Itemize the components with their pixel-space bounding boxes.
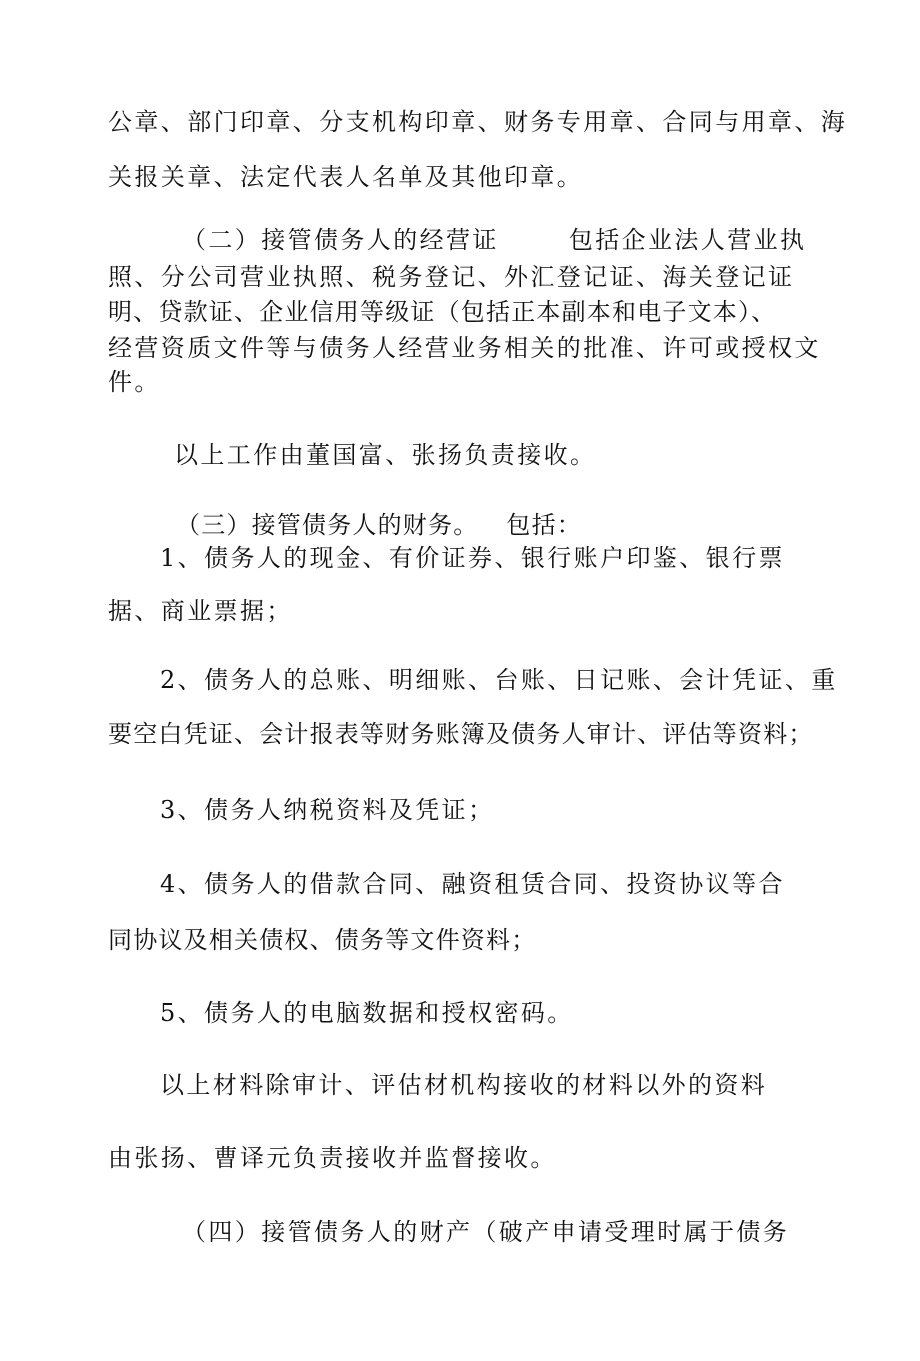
list-item: 1、债务人的现金、有价证券、银行账户印鉴、银行票: [160, 544, 785, 572]
list-item-continuation: 据、商业票据；: [108, 597, 293, 625]
paragraph-line: 明、贷款证、企业信用等级证（包括正本副本和电子文本）、: [108, 298, 777, 326]
section-4-heading: （四）接管债务人的财产（破产申请受理时属于债务: [182, 1218, 790, 1246]
list-item: 2、债务人的总账、明细账、台账、日记账、会计凭证、重: [160, 666, 838, 694]
list-item-continuation: 同协议及相关债权、债务等文件资料；: [108, 926, 537, 954]
section-2-lead: 包括企业法人营业执: [568, 226, 807, 254]
section-2-heading: （二）接管债务人的经营证: [182, 226, 499, 254]
paragraph-line: 公章、部门印章、分支机构印章、财务专用章、合同与用章、海: [108, 108, 848, 136]
paragraph-line: 由张扬、曹译元负责接收并监督接收。: [108, 1144, 557, 1172]
section-3-heading: （三）接管债务人的财务。: [176, 511, 479, 539]
list-item-continuation: 要空白凭证、会计报表等财务账簿及债务人审计、评估等资料；: [108, 720, 814, 748]
section-3-heading-line: [176, 510, 582, 540]
paragraph-line: 件。: [108, 368, 161, 396]
list-item: 5、债务人的电脑数据和授权密码。: [160, 999, 574, 1027]
paragraph-line: 经营资质文件等与债务人经营业务相关的批准、许可或授权文: [108, 334, 821, 362]
section-3-lead: 包括：: [506, 511, 583, 539]
section-2-heading-line: [182, 225, 806, 255]
list-item: 4、债务人的借款合同、融资租赁合同、投资协议等合: [160, 870, 785, 898]
paragraph-line: 照、分公司营业执照、税务登记、外汇登记证、海关登记证: [108, 263, 795, 291]
paragraph-line: 关报关章、法定代表人名单及其他印章。: [108, 163, 584, 191]
paragraph-line: 以上材料除审计、评估材机构接收的材料以外的资料: [160, 1071, 768, 1099]
responsible-note: 以上工作由董国富、张扬负责接收。: [174, 441, 597, 469]
list-item: 3、债务人纳税资料及凭证；: [160, 796, 495, 824]
